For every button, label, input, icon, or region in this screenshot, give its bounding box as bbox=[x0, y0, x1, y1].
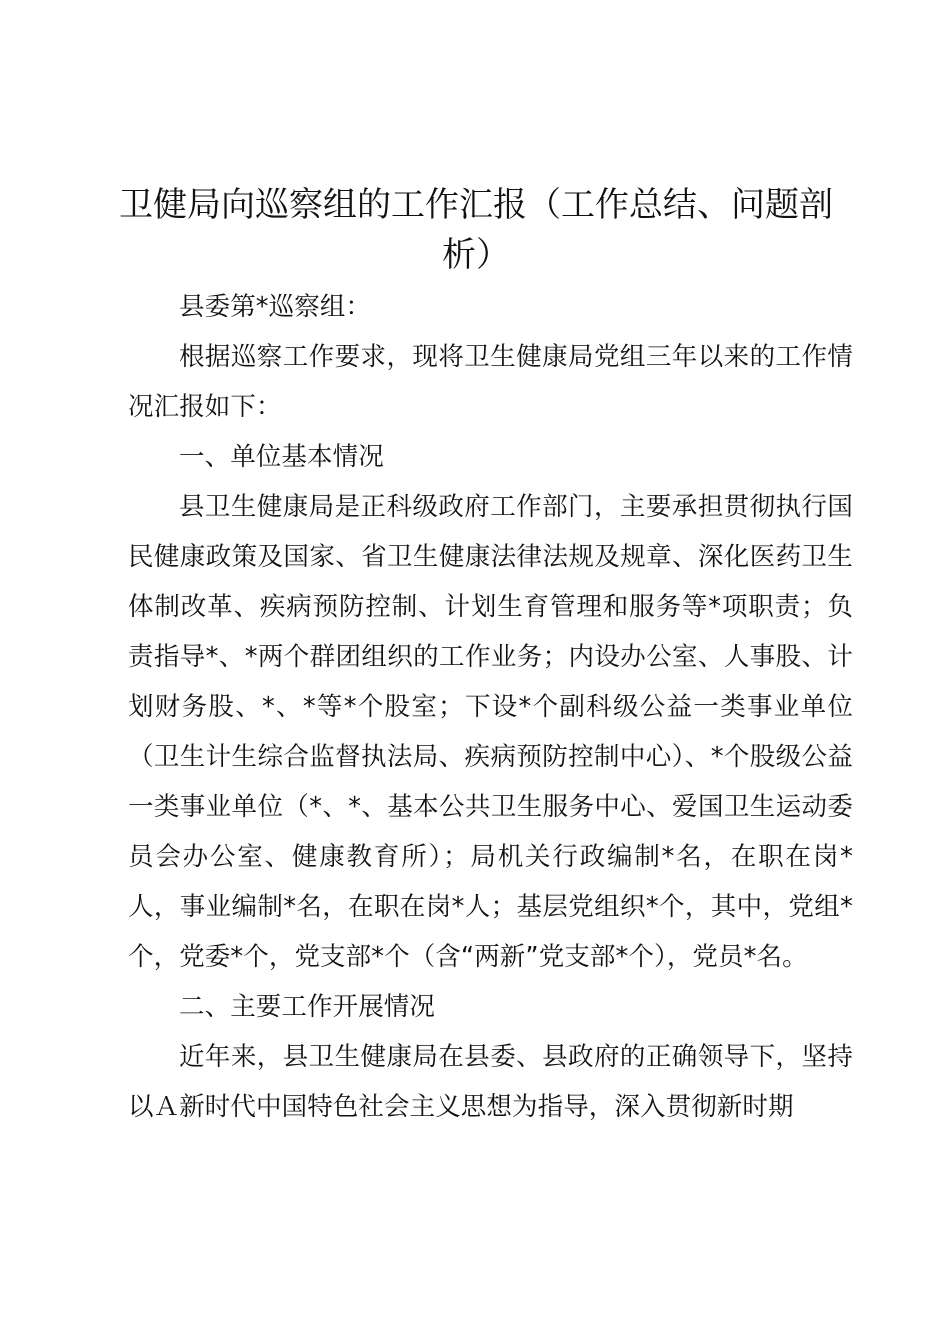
basic-info-paragraph: 县卫生健康局是正科级政府工作部门，主要承担贯彻执行国民健康政策及国家、省卫生健康法律法规及规章、深化医药卫生体制改革、疾病预防控制、计划生育管理和服务等*项职责；负责指导*、*两个群团组织的工作业务；内设办公室、人事股、计划财务股、*、*等*个股室；下设*个副科级公益一类事业单位（卫生计生综合监督执法局、疾病预防控制中心）、*个股级公益一类事业单位（*、*、基本公共卫生服务中心、爱国卫生运动委员会办公室、健康教育所）；局机关行政编制*名，在职在岗*人，事业编制*名，在职在岗*人；基层党组织*个，其中，党组*个，党委*个，党支部*个（含“两新”党支部*个），党员*名。 bbox=[128, 492, 853, 972]
document-title: 卫健局向巡察组的工作汇报（工作总结、问题剖析） bbox=[119, 185, 833, 275]
intro-paragraph: 根据巡察工作要求，现将卫生健康局党组三年以来的工作情况汇报如下： bbox=[128, 342, 853, 422]
salutation: 县委第*巡察组： bbox=[179, 292, 372, 322]
section-heading-2: 二、主要工作开展情况 bbox=[179, 992, 436, 1022]
work-overview-paragraph: 近年来，县卫生健康局在县委、县政府的正确领导下，坚持以Ａ新时代中国特色社会主义思想为指导，深入贯彻新时期 bbox=[128, 1042, 853, 1122]
section-heading-1: 一、单位基本情况 bbox=[179, 442, 384, 472]
document-body bbox=[128, 282, 853, 1132]
